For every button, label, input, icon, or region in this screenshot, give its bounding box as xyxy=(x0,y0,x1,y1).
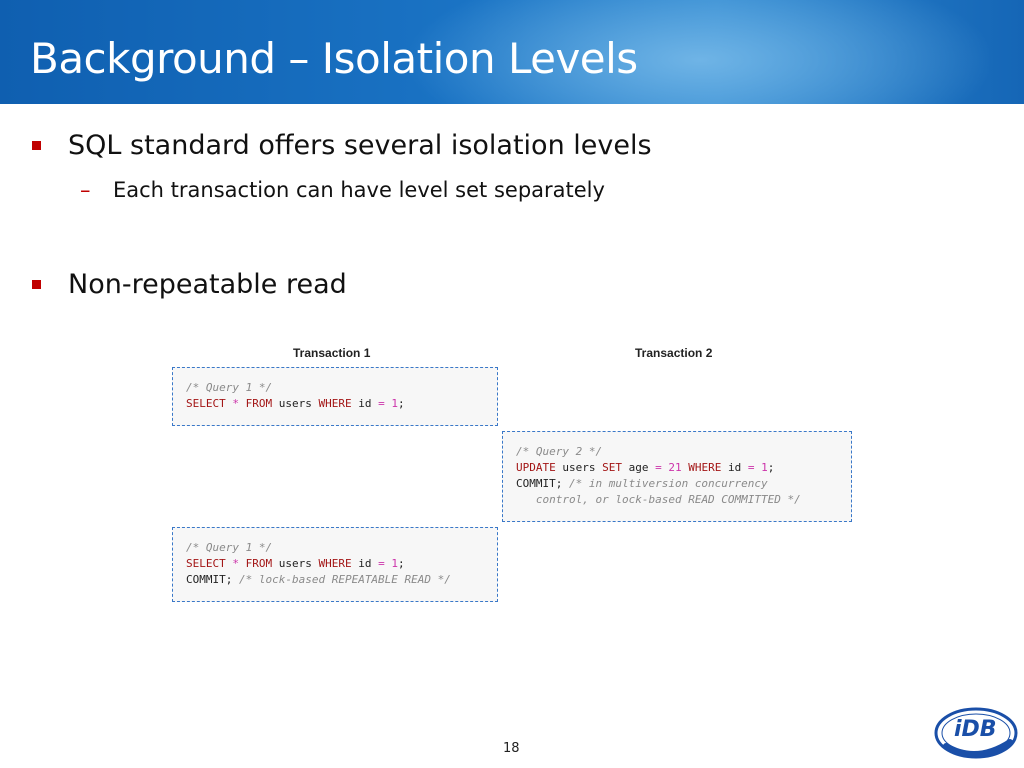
code-keyword: WHERE xyxy=(688,461,722,474)
code-comment: /* lock-based REPEATABLE READ */ xyxy=(238,573,451,586)
bullet-text: SQL standard offers several isolation levels xyxy=(68,130,652,161)
bullet-square-icon xyxy=(32,280,41,289)
code-keyword: FROM xyxy=(245,397,273,410)
code-punct: ; xyxy=(398,397,405,410)
code-box-t2-query2 xyxy=(502,431,852,522)
code-number: 1 xyxy=(391,397,398,410)
code-identifier: users xyxy=(278,557,312,570)
slide-title: Background – Isolation Levels xyxy=(30,34,638,83)
code-identifier: age xyxy=(628,461,649,474)
code-operator: = xyxy=(378,557,385,570)
transaction-2-header: Transaction 2 xyxy=(635,346,713,360)
code-comment: /* Query 1 */ xyxy=(186,541,273,554)
code-number: 1 xyxy=(761,461,768,474)
code-keyword: WHERE xyxy=(318,397,352,410)
code-keyword: SELECT xyxy=(186,397,226,410)
code-operator: = xyxy=(655,461,662,474)
title-banner xyxy=(0,0,1024,104)
code-identifier: id xyxy=(358,557,372,570)
code-operator: = xyxy=(378,397,385,410)
code-number: 1 xyxy=(391,557,398,570)
code-keyword: SET xyxy=(602,461,622,474)
code-operator: * xyxy=(232,557,239,570)
code-identifier: id xyxy=(358,397,372,410)
code-keyword: FROM xyxy=(245,557,273,570)
idb-logo-icon xyxy=(932,700,1020,762)
code-commit: COMMIT; xyxy=(186,573,233,586)
code-comment: control, or lock-based READ COMMITTED */ xyxy=(535,493,801,506)
code-comment: /* in multiversion concurrency xyxy=(568,477,768,490)
bullet-text: Non-repeatable read xyxy=(68,269,347,300)
dash-icon: – xyxy=(80,178,91,202)
transaction-1-header: Transaction 1 xyxy=(293,346,371,360)
code-keyword: UPDATE xyxy=(516,461,556,474)
page-number: 18 xyxy=(503,741,520,756)
code-identifier: id xyxy=(728,461,742,474)
code-identifier: users xyxy=(278,397,312,410)
code-punct: ; xyxy=(767,461,775,474)
code-box-t1-query1 xyxy=(172,367,498,426)
code-operator: = xyxy=(747,461,755,474)
code-number: 21 xyxy=(668,461,682,474)
code-keyword: SELECT xyxy=(186,557,226,570)
code-commit: COMMIT; xyxy=(516,477,563,490)
code-comment: /* Query 1 */ xyxy=(186,381,273,394)
code-keyword: WHERE xyxy=(318,557,352,570)
code-comment: /* Query 2 */ xyxy=(516,445,603,458)
code-identifier: users xyxy=(562,461,596,474)
svg-text:iDB: iDB xyxy=(954,717,997,742)
code-punct: ; xyxy=(398,557,405,570)
sub-bullet-text: Each transaction can have level set separately xyxy=(113,178,605,202)
code-box-t1-query1-repeat xyxy=(172,527,498,602)
code-operator: * xyxy=(232,397,239,410)
bullet-square-icon xyxy=(32,141,41,150)
